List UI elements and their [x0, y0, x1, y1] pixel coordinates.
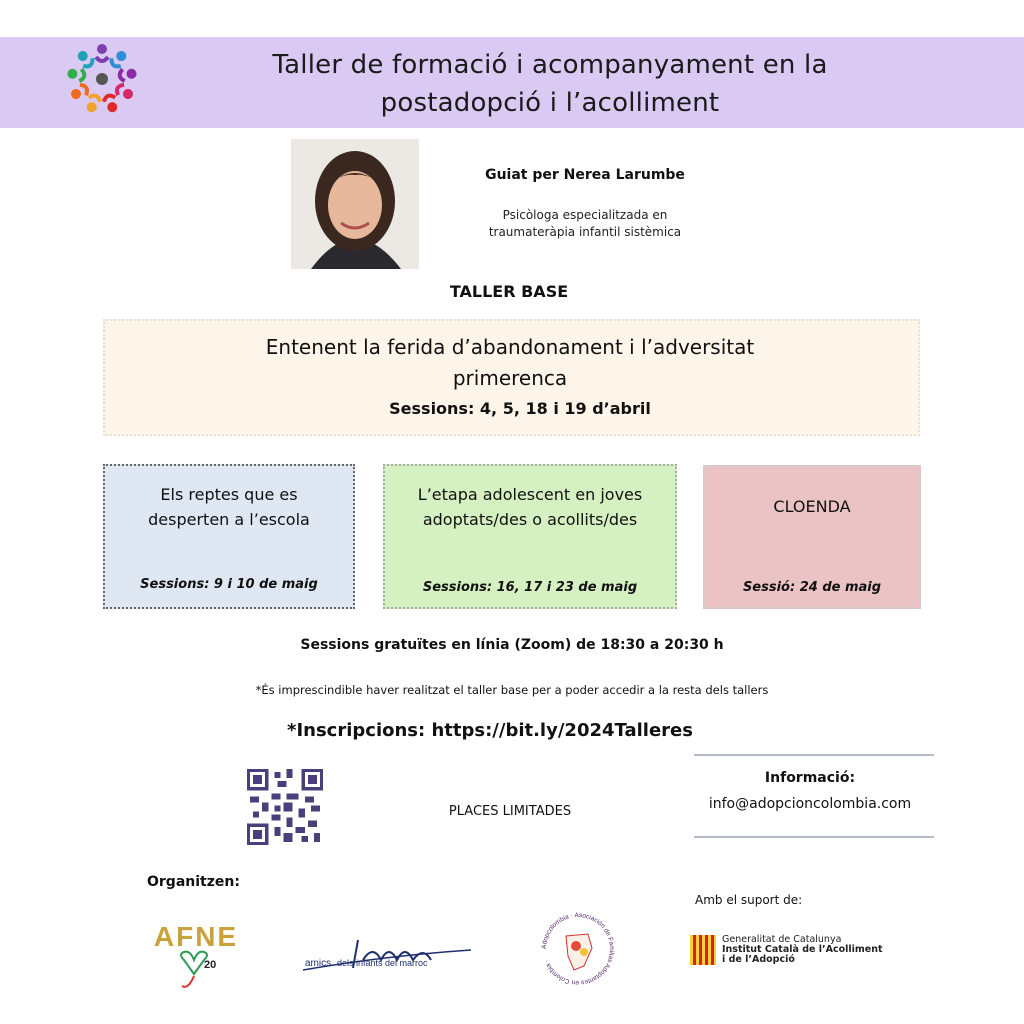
base-title-line-2: primerenca	[452, 366, 568, 390]
card-title-line-1: L’etapa adolescent en joves	[417, 485, 643, 504]
title-line-2: postadopció i l’acolliment	[380, 88, 720, 118]
guide-role-line-2: traumateràpia infantil sistèmica	[488, 225, 682, 239]
card-title-line-2: desperten a l’escola	[148, 510, 310, 529]
organizers-label: Organitzen:	[147, 874, 240, 890]
card-sessions: Sessions: 16, 17 i 23 de maig	[422, 580, 638, 595]
card-sessions: Sessió: 24 de maig	[742, 580, 882, 595]
free-sessions-text: Sessions gratuïtes en línia (Zoom) de 18:30 a 20:30 h	[300, 637, 724, 653]
afne-logo	[148, 916, 244, 996]
base-title-line-1: Entenent la ferida d’abandonament i l’adversitat	[265, 335, 755, 359]
qr-code-icon[interactable]	[247, 769, 323, 845]
inscriptions-link[interactable]: *Inscripcions: https://bit.ly/2024Talleres	[287, 720, 693, 741]
guide-photo	[291, 139, 419, 269]
imma-logo	[303, 930, 473, 980]
base-workshop-sessions: Sessions: 4, 5, 18 i 19 d’abril	[389, 399, 651, 418]
adopcolombia-seal-logo	[534, 908, 622, 990]
workshop-card-cloenda	[703, 465, 921, 609]
info-label: Informació:	[764, 770, 856, 786]
base-workshop-title	[190, 332, 830, 394]
card-title	[385, 482, 675, 532]
generalitat-flag-icon	[690, 935, 716, 965]
gen-line-1: Generalitat de Catalunya	[722, 934, 842, 945]
support-label: Amb el suport de:	[695, 893, 803, 907]
places-limited: PLACES LIMITADES	[448, 804, 572, 819]
svg-text:dels infants del marroc: dels infants del marroc	[337, 958, 428, 968]
divider-top	[694, 754, 934, 756]
gen-line-2: Institut Català de l’Acolliment	[722, 944, 883, 955]
info-email[interactable]: info@adopcioncolombia.com	[708, 796, 912, 812]
card-title-line-2: adoptats/des o acollits/des	[422, 510, 638, 529]
page-title	[180, 46, 920, 122]
card-title: CLOENDA	[773, 497, 851, 516]
svg-text:Adopcolombia · Asociación de F: Adopcolombia · Asociación de Familias Adoptantes en Colombia ·	[540, 911, 616, 987]
title-line-1: Taller de formació i acompanyament en la	[272, 50, 828, 80]
card-title	[105, 482, 353, 532]
guide-role-line-1: Psicòloga especialitzada en	[502, 208, 668, 222]
gen-line-3: i de l’Adopció	[722, 954, 795, 965]
card-sessions: Sessions: 9 i 10 de maig	[140, 577, 318, 592]
svg-text:AFNE: AFNE	[153, 921, 239, 952]
taller-base-label: TALLER BASE	[449, 282, 569, 301]
svg-text:20: 20	[204, 959, 217, 971]
generalitat-text	[722, 935, 883, 965]
card-title-line-1: Els reptes que es	[160, 485, 298, 504]
guide-role	[440, 207, 730, 241]
guide-name: Guiat per Nerea Larumbe	[485, 167, 685, 183]
workshop-card-school	[103, 464, 355, 609]
requirement-note: *És imprescindible haver realitzat el taller base per a poder accedir a la resta dels tallers	[255, 683, 769, 697]
people-circle-logo	[57, 37, 147, 127]
divider-bottom	[694, 836, 934, 838]
workshop-card-adolescent	[383, 464, 677, 609]
svg-text:amics: amics	[305, 958, 332, 969]
